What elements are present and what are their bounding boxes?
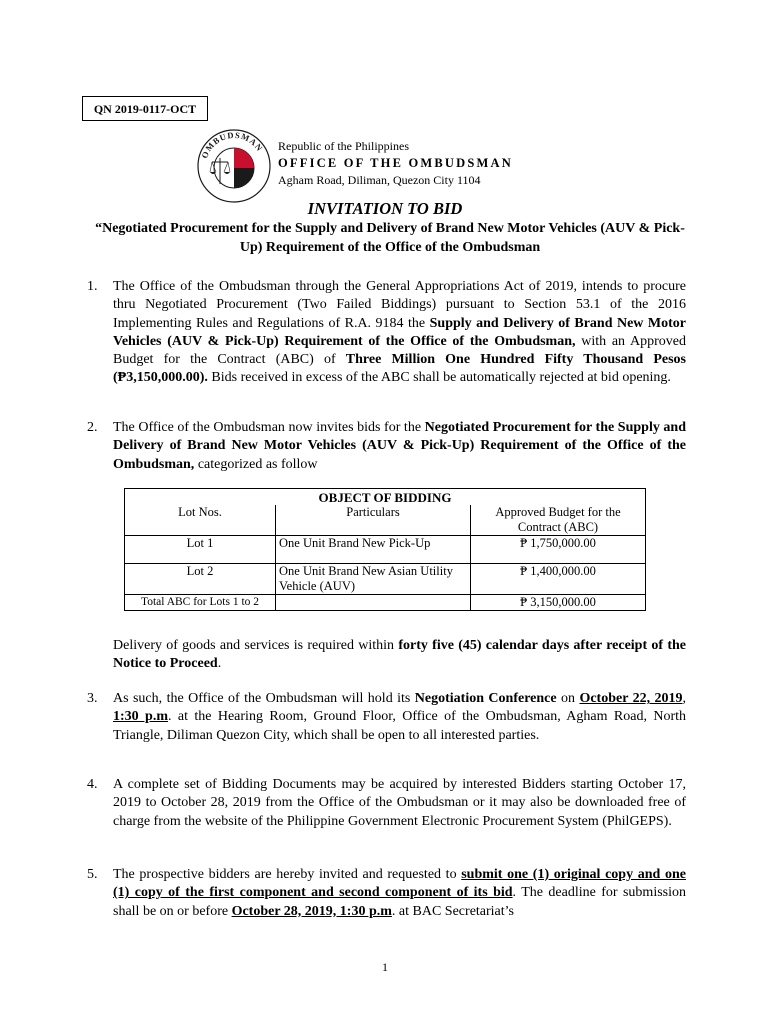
letterhead (278, 138, 538, 189)
total-value: ₱ 3,150,000.00 (471, 595, 646, 611)
page-number: 1 (382, 960, 388, 974)
document-subtitle: “Negotiated Procurement for the Supply and Delivery of Brand New Motor Vehicles (AUV & Pick-Up) Requirement of the Office of the Ombudsman (95, 221, 685, 255)
office-name: OFFICE OF THE OMBUDSMAN (278, 156, 513, 170)
underlined-time: 1:30 p.m (113, 709, 168, 725)
table-row (125, 564, 646, 595)
text: on (556, 691, 580, 706)
paragraph-4 (87, 776, 686, 831)
paragraph-5 (87, 866, 686, 921)
abc-cell: ₱ 1,750,000.00 (471, 536, 646, 564)
delivery-paragraph (113, 637, 686, 674)
header-abc: Approved Budget for the Contract (ABC) (471, 505, 646, 536)
table-row (125, 536, 646, 564)
office-address: Agham Road, Diliman, Quezon City 1104 (278, 173, 481, 187)
lot-cell: Lot 1 (125, 536, 276, 564)
text: . at BAC Secretariat’s (391, 903, 514, 919)
document-title: INVITATION TO BID (307, 199, 463, 218)
paragraph-2 (87, 419, 686, 474)
svg-text:OMBUDSMAN: OMBUDSMAN (199, 129, 266, 160)
particulars-cell: One Unit Brand New Pick-Up (276, 536, 471, 564)
text: The Office of the Ombudsman through the General Appropriations Act of 2019, intends to procure thru Negotiated Procurement (Two Failed Biddings) pursuant to Section 53.1 of the 2016 Implementing Rules and Regulations of R.A. 9184 the (113, 279, 686, 331)
bold-text: Three Million One Hundred Fifty Thousand Pesos (₱3,150,000.00). (113, 352, 686, 386)
bold-text: Negotiated Procurement for the Supply and Delivery of Brand New Motor Vehicles (AUV & Pick-Up) Requirement of the Office of the Ombudsman, (113, 420, 686, 472)
republic-line: Republic of the Philippines (278, 139, 409, 153)
paragraph-number: 3. (87, 691, 98, 706)
text: . at the Hearing Room, Ground Floor, Office of the Ombudsman, Agham Road, North Triangle, Diliman Quezon City, which shall be open to all interested parties. (113, 709, 686, 743)
text: The prospective bidders are hereby invited and requested to (113, 867, 462, 882)
text: categorized as follow (194, 456, 318, 472)
total-label: Total ABC for Lots 1 to 2 (125, 595, 276, 611)
table-caption: OBJECT OF BIDDING (125, 489, 646, 506)
underlined-bold-text: submit one (1) original copy and one (1) copy of the first component and second component of its bid (113, 867, 686, 901)
total-empty-cell (276, 595, 471, 611)
ombudsman-seal-logo (196, 128, 272, 204)
text: . (217, 656, 222, 672)
text: . The deadline for submission shall be on or before (113, 885, 686, 919)
total-row (125, 595, 646, 611)
reference-number: QN 2019-0117-OCT (82, 96, 208, 121)
text: Bids received in excess of the ABC shall be automatically rejected at bid opening. (207, 370, 671, 386)
text: The Office of the Ombudsman now invites bids for the (113, 420, 425, 435)
paragraph-1 (87, 278, 686, 388)
paragraph-number: 4. (87, 777, 98, 792)
paragraph-3 (87, 690, 687, 745)
bold-text: forty five (45) calendar days after receipt of the Notice to Proceed (113, 638, 686, 672)
text: with an Approved Budget for the Contract (ABC) of (113, 333, 686, 368)
text: As such, the Office of the Ombudsman will hold its (113, 691, 415, 706)
underlined-date: October 22, 2019 (579, 691, 683, 706)
paragraph-number: 5. (87, 867, 98, 882)
header-lot-nos: Lot Nos. (125, 505, 276, 536)
header-particulars: Particulars (276, 505, 471, 536)
bold-text: Supply and Delivery of Brand New Motor Vehicles (AUV & Pick-Up) Requirement of the Office of the Ombudsman, (113, 315, 686, 349)
paragraph-number: 2. (87, 420, 98, 435)
bold-text: Negotiation Conference (414, 691, 557, 706)
underlined-deadline: October 28, 2019, 1:30 p.m (231, 903, 392, 919)
particulars-cell: One Unit Brand New Asian Utility Vehicle (AUV) (276, 564, 471, 595)
text: , (682, 691, 687, 706)
object-of-bidding-table (124, 488, 646, 611)
text: A complete set of Bidding Documents may be acquired by interested Bidders starting October 17, 2019 to October 28, 2019 from the Office of the Ombudsman or it may also be downloaded free of charge from the website of the Philippine Government Electronic Procurement System (PhilGEPS). (113, 777, 686, 829)
lot-cell: Lot 2 (125, 564, 276, 595)
text: Delivery of goods and services is required within (113, 638, 399, 653)
paragraph-number: 1. (87, 279, 98, 294)
abc-cell: ₱ 1,400,000.00 (471, 564, 646, 595)
